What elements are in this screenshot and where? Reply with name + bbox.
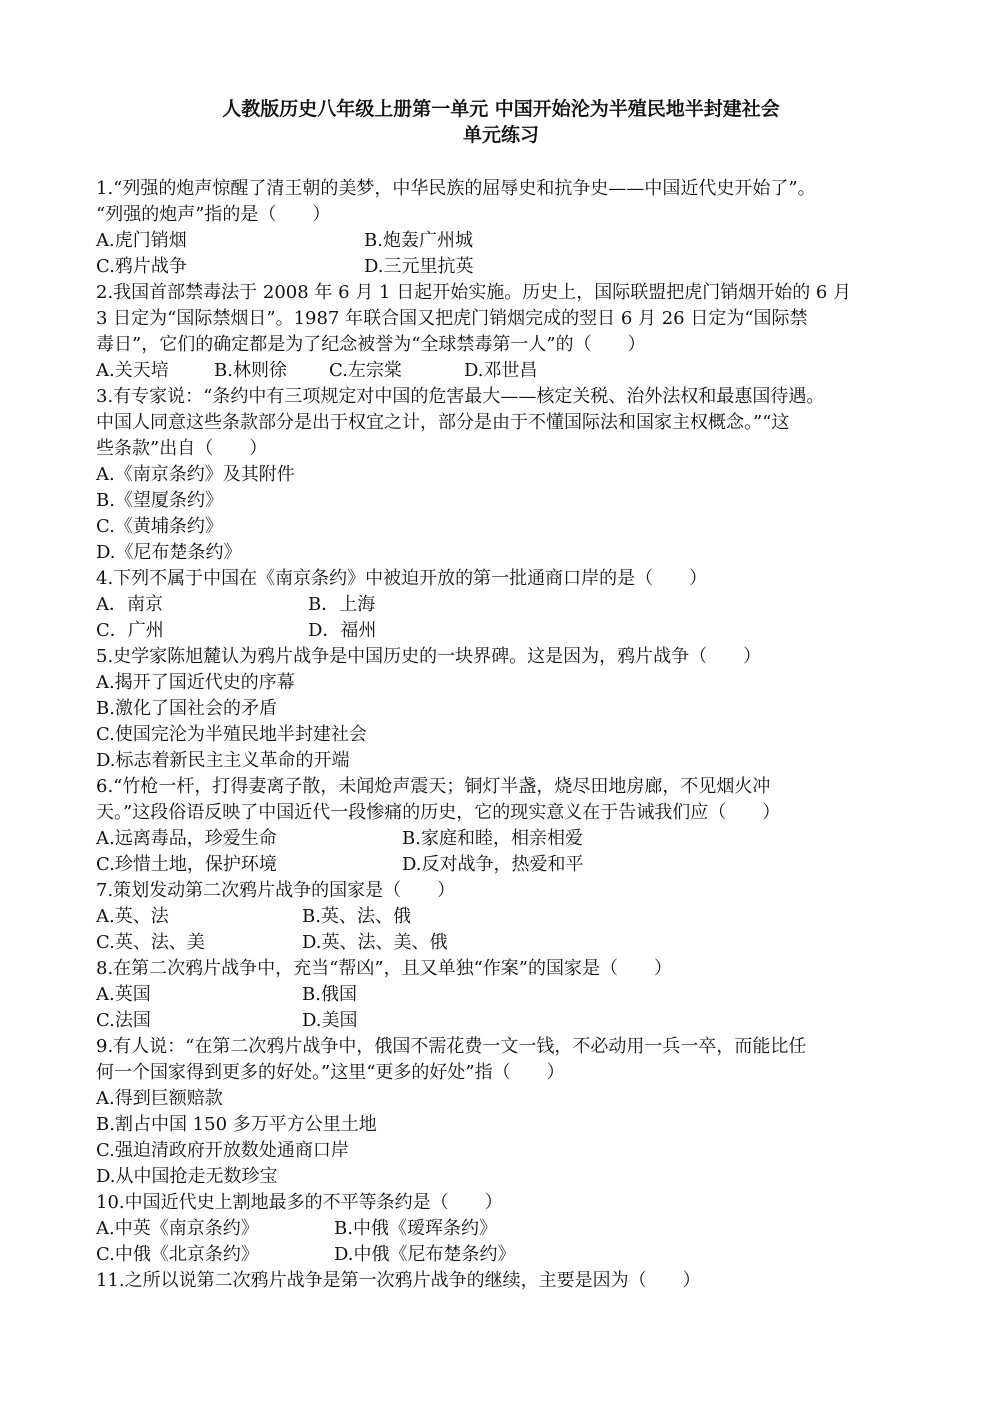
option-row xyxy=(96,1216,906,1242)
answer-option: C.珍惜土地，保护环境 xyxy=(96,854,277,875)
question-stem-line: 7.策划发动第二次鸦片战争的国家是（ ） xyxy=(96,880,456,901)
answer-option: C.强迫清政府开放数处通商口岸 xyxy=(96,1140,349,1161)
answer-option: B.激化了国社会的矛盾 xyxy=(96,698,277,719)
document-page xyxy=(96,96,906,1294)
answer-option: A.关天培 xyxy=(96,360,169,381)
question-stem-line: 中国人同意这些条款部分是出于权宜之计，部分是由于不懂国际法和国家主权概念。”“这 xyxy=(96,412,790,433)
answer-option: B.林则徐 xyxy=(214,360,287,381)
answer-option: C．广州 xyxy=(96,620,164,641)
answer-option: A.中英《南京条约》 xyxy=(96,1218,259,1239)
question-stem-line: 10.中国近代史上割地最多的不平等条约是（ ） xyxy=(96,1192,503,1213)
answer-option: B.英、法、俄 xyxy=(302,906,411,927)
answer-option: C.左宗棠 xyxy=(329,360,402,381)
answer-option: D.反对战争，热爱和平 xyxy=(402,854,584,875)
option-row xyxy=(96,488,906,514)
answer-option: C.鸦片战争 xyxy=(96,256,187,277)
option-row xyxy=(96,462,906,488)
answer-option: C.使国完沦为半殖民地半封建社会 xyxy=(96,724,367,745)
question-3 xyxy=(96,384,906,566)
answer-option: A.虎门销烟 xyxy=(96,230,187,251)
question-7 xyxy=(96,878,906,956)
question-4 xyxy=(96,566,906,644)
question-stem-line: 些条款”出自（ ） xyxy=(96,438,268,459)
document-title: 人教版历史八年级上册第一单元 中国开始沦为半殖民地半封建社会 xyxy=(222,98,780,120)
question-stem-line: 11.之所以说第二次鸦片战争是第一次鸦片战争的继续，主要是因为（ ） xyxy=(96,1270,701,1291)
answer-option: B.割占中国 150 多万平方公里土地 xyxy=(96,1114,377,1135)
question-stem-line: 3 日定为“国际禁烟日”。1987 年联合国又把虎门销烟完成的翌日 6 月 26 日定为“国际禁 xyxy=(96,308,808,329)
option-row xyxy=(96,1138,906,1164)
option-row xyxy=(96,904,906,930)
option-row xyxy=(96,358,906,384)
answer-option: D.邓世昌 xyxy=(464,360,538,381)
option-row xyxy=(96,826,906,852)
option-row xyxy=(96,696,906,722)
question-list xyxy=(96,176,906,1294)
answer-option: A.《南京条约》及其附件 xyxy=(96,464,295,485)
option-row xyxy=(96,982,906,1008)
option-row xyxy=(96,748,906,774)
question-stem-line: 2.我国首部禁毒法于 2008 年 6 月 1 日起开始实施。历史上，国际联盟把虎门销烟开始的 6 月 xyxy=(96,282,852,303)
answer-option: B.俄国 xyxy=(302,984,357,1005)
question-11 xyxy=(96,1268,906,1294)
answer-option: B.家庭和睦，相亲相爱 xyxy=(402,828,583,849)
question-stem-line: “列强的炮声”指的是（ ） xyxy=(96,204,331,225)
question-8 xyxy=(96,956,906,1034)
option-row xyxy=(96,1008,906,1034)
question-2 xyxy=(96,280,906,384)
answer-option: A.英国 xyxy=(96,984,151,1005)
document-subtitle: 单元练习 xyxy=(462,124,539,146)
answer-option: B.中俄《瑷珲条约》 xyxy=(334,1218,497,1239)
answer-option: A.揭开了国近代史的序幕 xyxy=(96,672,295,693)
answer-option: A.远离毒品，珍爱生命 xyxy=(96,828,277,849)
option-row xyxy=(96,930,906,956)
question-6 xyxy=(96,774,906,878)
question-stem-line: 9.有人说：“在第二次鸦片战争中，俄国不需花费一文一钱，不必动用一兵一卒，而能比任 xyxy=(96,1036,807,1057)
answer-option: D.美国 xyxy=(302,1010,358,1031)
question-stem-line: 4.下列不属于中国在《南京条约》中被迫开放的第一批通商口岸的是（ ） xyxy=(96,568,708,589)
question-stem-line: 天。”这段俗语反映了中国近代一段惨痛的历史，它的现实意义在于告诫我们应（ ） xyxy=(96,802,781,823)
answer-option: D.从中国抢走无数珍宝 xyxy=(96,1166,278,1187)
question-9 xyxy=(96,1034,906,1190)
answer-option: A．南京 xyxy=(96,594,163,615)
question-stem-line: 5.史学家陈旭麓认为鸦片战争是中国历史的一块界碑。这是因为，鸦片战争（ ） xyxy=(96,646,762,667)
option-row xyxy=(96,670,906,696)
question-stem-line: 6.“竹枪一杆，打得妻离子散，未闻炝声震天；铜灯半盏，烧尽田地房廊，不见烟火冲 xyxy=(96,776,771,797)
question-5 xyxy=(96,644,906,774)
question-1 xyxy=(96,176,906,280)
option-row xyxy=(96,1164,906,1190)
answer-option: D.标志着新民主主义革命的开端 xyxy=(96,750,350,771)
answer-option: A.英、法 xyxy=(96,906,169,927)
option-row xyxy=(96,254,906,280)
option-row xyxy=(96,722,906,748)
answer-option: B.《望厦条约》 xyxy=(96,490,223,511)
option-row xyxy=(96,618,906,644)
answer-option: C.中俄《北京条约》 xyxy=(96,1244,259,1265)
answer-option: D.中俄《尼布楚条约》 xyxy=(334,1244,516,1265)
option-row xyxy=(96,852,906,878)
answer-option: D．福州 xyxy=(308,620,377,641)
option-row xyxy=(96,540,906,566)
option-row xyxy=(96,1242,906,1268)
option-row xyxy=(96,592,906,618)
answer-option: A.得到巨额赔款 xyxy=(96,1088,223,1109)
question-stem-line: 何一个国家得到更多的好处。”这里“更多的好处”指（ ） xyxy=(96,1062,565,1083)
question-stem-line: 3.有专家说：“条约中有三项规定对中国的危害最大——核定关税、治外法权和最惠国待遇。 xyxy=(96,386,825,407)
option-row xyxy=(96,1112,906,1138)
option-row xyxy=(96,228,906,254)
question-10 xyxy=(96,1190,906,1268)
question-stem-line: 8.在第二次鸦片战争中，充当“帮凶”，且又单独“作案”的国家是（ ） xyxy=(96,958,672,979)
option-row xyxy=(96,514,906,540)
answer-option: D.英、法、美、俄 xyxy=(302,932,448,953)
option-row xyxy=(96,1086,906,1112)
answer-option: C.法国 xyxy=(96,1010,151,1031)
answer-option: D.三元里抗英 xyxy=(364,256,474,277)
question-stem-line: 1.“列强的炮声惊醒了清王朝的美梦，中华民族的屈辱史和抗争史——中国近代史开始了”。 xyxy=(96,178,816,199)
answer-option: B.炮轰广州城 xyxy=(364,230,473,251)
answer-option: C.《黄埔条约》 xyxy=(96,516,223,537)
answer-option: B．上海 xyxy=(308,594,376,615)
question-stem-line: 毒日”，它们的确定都是为了纪念被誉为“全球禁毒第一人”的（ ） xyxy=(96,334,646,355)
answer-option: C.英、法、美 xyxy=(96,932,205,953)
answer-option: D.《尼布楚条约》 xyxy=(96,542,242,563)
